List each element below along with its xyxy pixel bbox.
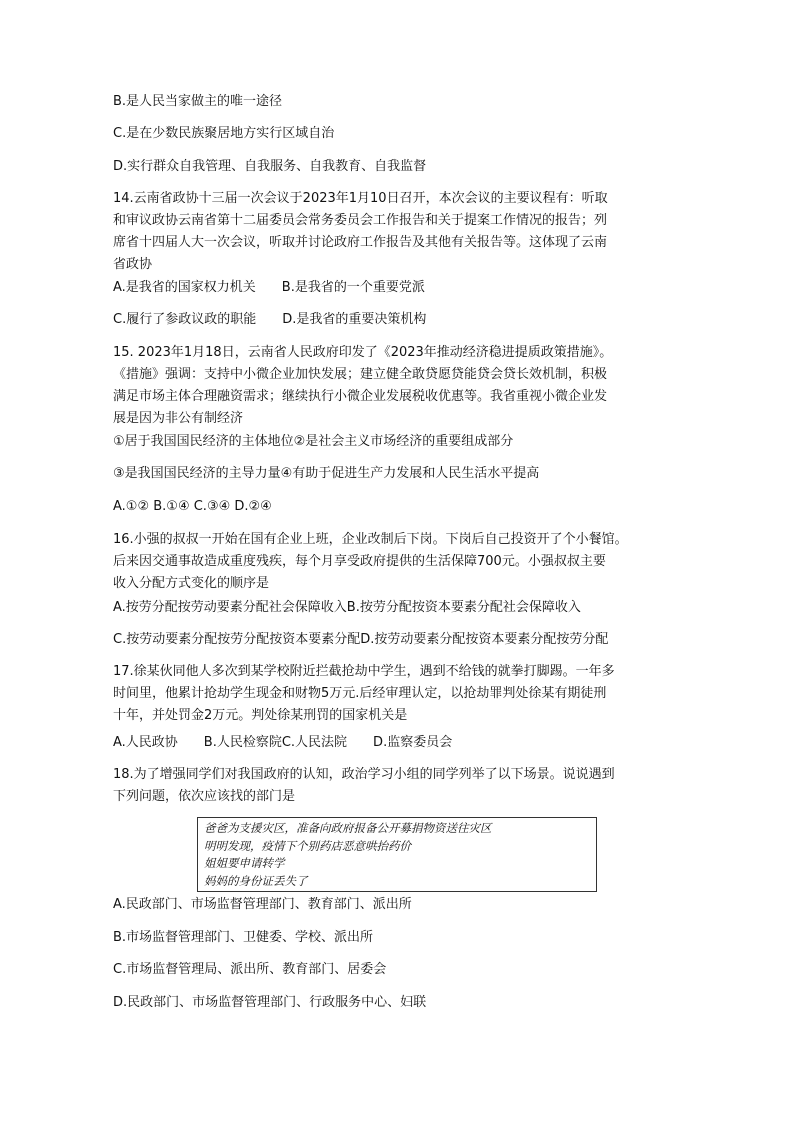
q15-stem-line: 《措施》强调：支持中小微企业加快发展；建立健全敢贷愿贷能贷会贷长效机制，积极 [113,367,608,382]
q18-stem-line: 下列问题，依次应该找的部门是 [113,789,296,804]
scenario-line: 姐姐要申请转学 [204,856,285,870]
scenario-line: 妈妈的身份证丢失了 [204,873,308,888]
q15-stem-line: 展是因为非公有制经济 [113,411,244,426]
q17-stem-line: 十年，并处罚金2万元。判处徐某刑罚的国家机关是 [113,708,408,723]
q17-options: A.人民政协 B.人民检察院C.人民法院 D.监察委员会 [113,735,453,750]
scenario-line: 爸爸为支援灾区，准备向政府报备公开募捐物资送往灾区 [204,821,492,835]
q15-statements-row: ①居于我国国民经济的主体地位②是社会主义市场经济的重要组成部分 [113,434,514,449]
q13-option-b: B.是人民当家做主的唯一途径 [113,94,283,109]
q18-option-a: A.民政部门、市场监督管理部门、教育部门、派出所 [113,897,412,912]
q15-stem-line: 满足市场主体合理融资需求；继续执行小微企业发展税收优惠等。我省重视小微企业发 [113,389,608,404]
q18-option-d: D.民政部门、市场监督管理部门、行政服务中心、妇联 [113,995,427,1010]
q13-option-c: C.是在少数民族聚居地方实行区域自治 [113,126,335,141]
q14-stem-line: 省政协 [113,257,153,272]
q16-stem-line: 后来因交通事故造成重度残疾，每个月享受政府提供的生活保障700元。小强叔叔主要 [113,554,606,569]
q15-statements-row: ③是我国国民经济的主导力量④有助于促进生产力发展和人民生活水平提高 [113,466,540,481]
q17-stem-line: 17.徐某伙同他人多次到某学校附近拦截抢劫中学生，遇到不给钱的就拳打脚踢。一年多 [113,664,615,679]
q15-options: A.①② B.①④ C.③④ D.②④ [113,499,272,514]
q14-stem-line: 席省十四届人大一次会议，听取并讨论政府工作报告及其他有关报告等。这体现了云南 [113,235,608,250]
q18-stem-line: 18.为了增强同学们对我国政府的认知，政治学习小组的同学列举了以下场景。说说遇到 [113,767,615,782]
q13-option-d: D.实行群众自我管理、自我服务、自我教育、自我监督 [113,159,427,174]
q18-option-b: B.市场监督管理部门、卫健委、学校、派出所 [113,930,374,945]
q14-options-row: C.履行了参政议政的职能 D.是我省的重要决策机构 [113,312,427,327]
q16-stem-line: 16.小强的叔叔一开始在国有企业上班，企业改制后下岗。下岗后自己投资开了个小餐馆。 [113,532,628,547]
q16-stem-line: 收入分配方式变化的顺序是 [113,576,270,591]
q16-options-row: C.按劳动要素分配按劳分配按资本要素分配D.按劳动要素分配按资本要素分配按劳分配 [113,632,609,647]
q18-option-c: C.市场监督管理局、派出所、教育部门、居委会 [113,962,387,977]
q15-stem-line: 15. 2023年1月18日，云南省人民政府印发了《2023年推动经济稳进提质政策措施》。 [113,345,613,360]
q14-stem-line: 14.云南省政协十三届一次会议于2023年1月10日召开，本次会议的主要议程有：听取 [113,191,608,206]
q14-stem-line: 和审议政协云南省第十二届委员会常务委员会工作报告和关于提案工作情况的报告；列 [113,213,608,228]
q16-options-row: A.按劳分配按劳动要素分配社会保障收入B.按劳分配按资本要素分配社会保障收入 [113,600,581,615]
q14-options-row: A.是我省的国家权力机关 B.是我省的一个重要党派 [113,280,425,295]
scenario-line: 明明发现，疫情下个别药店恶意哄抬药价 [204,838,411,853]
scenario-box [197,817,597,892]
q17-stem-line: 时间里，他累计抢劫学生现金和财物5万元.后经审理认定，以抢劫罪判处徐某有期徒刑 [113,686,607,701]
